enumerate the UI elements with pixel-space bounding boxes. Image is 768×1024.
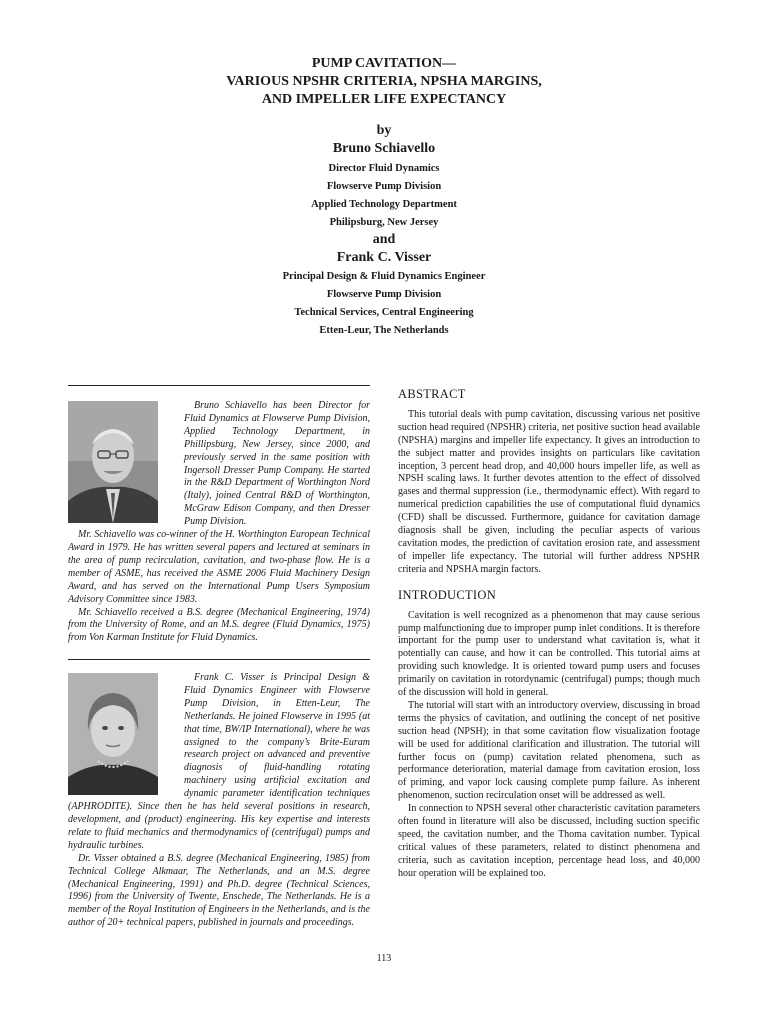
author-1-bio <box>68 400 370 645</box>
and-label: and <box>372 232 396 247</box>
title-line-2: VARIOUS NPSHR CRITERIA, NPSHA MARGINS, <box>226 74 542 89</box>
introduction-paragraph-2: The tutorial will start with an introductory overview, discussing in broad terms the physics of cavitation, and outlining the concept of net positive suction head (NPSH); in that some cavitation flow visualization footage will be used for additional clarification and illustration. The tutorial will further focus on (pump) cavitation related phenomena, such as performance deterioration, material damage from cavitation erosion, loss of priming, and vapor lock causing complete pump failure. As inherent phenomenon, suction recirculation onset will be addressed as well. <box>398 699 700 802</box>
author-2-affiliation-3: Technical Services, Central Engineering <box>294 307 474 318</box>
paper-title <box>0 55 768 109</box>
by-label: by <box>376 123 392 138</box>
introduction-paragraph-3: In connection to NPSH several other characteristic cavitation parameters often found in literature will also be discussed, including suction specific speed, the cavitation number, and the Thoma cavitation number. Typical critical values of these parameters, related to distinct phenomena and criteria, such as cavitation inception, percentage head loss, and 40,000 hour operation will be explained too. <box>398 803 700 879</box>
introduction-paragraph-1: Cavitation is well recognized as a phenomenon that may cause serious pump malfunctioning due to improper pump inlet conditions. It is therefore important for the pump user to understand what cavitation is, what it potentially can cause, and how it can be controlled. This tutorial aims at providing such knowledge. It is oriented toward pump users and focuses primarily on cavitation in rotordynamic (centrifugal) pumps; though much of the discussion will hold in general. <box>398 609 700 699</box>
title-line-1: PUMP CAVITATION— <box>311 56 457 71</box>
photo-1-spacer <box>68 400 184 526</box>
author-1-affiliation-2: Flowserve Pump Division <box>326 181 442 192</box>
bio-2-paragraph-1: Frank C. Visser is Principal Design & Fluid Dynamics Engineer with Flowserve Pump Division, in Etten-Leur, The Netherlands. He joined Flowserve in 1995 (at that time, BW/IP International), where he was assigned to the company’s Brite-Euram research project on advanced and preventive diagnosis of fluid-handling rotating machinery using artificial excitation and dynamic parameter identification techniques (APHRODITE). Since then he has held several positions in research, development, and (product) engineering. His key expertise and interests relate to fluid mechanics and thermodynamics of (centrifugal) pumps and hydraulic turbines. <box>68 672 370 851</box>
introduction-heading: INTRODUCTION <box>398 587 497 602</box>
author-2-affiliation-1: Principal Design & Fluid Dynamics Engineer <box>282 271 486 282</box>
bio-1-paragraph-3: Mr. Schiavello received a B.S. degree (Mechanical Engineering, 1974) from the University of Rome, and an M.S. degree (Fluid Dynamics, 1975) from Von Karman Institute for Fluid Dynamics. <box>68 606 370 644</box>
bio-1-paragraph-1: Bruno Schiavello has been Director for Fluid Dynamics at Flowserve Pump Division, Applied Technology Department, in Phillipsburg, New Jersey, since 2000, and previously served in the same position with Ingersoll Dresser Pump Company. He started in the R&D Department of Worthington Nord (Italy), joined Central R&D of Worthington, McGraw Edison Company, and then Dresser Pump Division. <box>184 400 370 528</box>
title-line-3: AND IMPELLER LIFE EXPECTANCY <box>261 92 507 107</box>
author-1-affiliation-3: Applied Technology Department <box>311 199 457 210</box>
author-1-affiliation-4: Philipsburg, New Jersey <box>329 217 439 228</box>
abstract-text: This tutorial deals with pump cavitation, discussing various net positive suction head required (NPSHR) criteria, net positive suction head available (NPSHA) margins and impeller life expectancy. It gives an introduction to the subject matter and provides insights on particulars like cavitation inception, 3 percent head drop, and 40,000 hours impeller life, as well as NPSH scaling laws. It further devotes attention to the effect of dissolved gases and thermal suppression (i.e., thermodynamic effect). With regard to numerical prediction capabilities the use of computational fluid dynamics (CFD) shall be discussed. Furthermore, guidance for cavitation damage diagnosis shall be given, including the peculiar aspects of various cavitation modes, the prediction of cavitation erosion rate, and assessment of impeller life expectancy. The tutorial will further address NPSHR criteria and NPSHA margin factors. <box>398 408 700 575</box>
author-1-affiliation-1: Director Fluid Dynamics <box>328 163 440 174</box>
bio-2-paragraph-2: Dr. Visser obtained a B.S. degree (Mechanical Engineering, 1985) from Technical College Alkmaar, The Netherlands, and an M.S. degree (Mechanical Engineering, 1991) and Ph.D. degree (Technical Sciences, 1996) from the University of Twente, Enschede, The Netherlands. He is a member of the Royal Institution of Engineers in the Netherlands, and is the author of 20+ technical papers, published in journals and proceedings. <box>68 852 370 929</box>
author-2-name: Frank C. Visser <box>336 250 432 265</box>
page-number: 113 <box>376 953 392 964</box>
bio-1-rule <box>68 385 370 386</box>
bio-1-paragraph-2: Mr. Schiavello was co-winner of the H. Worthington European Technical Award in 1979. He has written several papers and lectured at seminars in the area of pump recirculation, cavitation, and two-phase flow. He is a member of ASME, has received the ASME 2006 Fluid Machinery Design Award, and has served on the International Pump Users Symposium Advisory Committee since 1983. <box>68 529 370 605</box>
author-2-affiliation-4: Etten-Leur, The Netherlands <box>319 325 449 336</box>
bio-2-rule <box>68 659 370 660</box>
right-column <box>398 382 700 881</box>
abstract-heading: ABSTRACT <box>398 387 466 401</box>
photo-2-spacer <box>68 672 184 798</box>
author-2-affiliation-2: Flowserve Pump Division <box>326 289 442 300</box>
author-1-name: Bruno Schiavello <box>332 141 436 156</box>
author-2-bio <box>68 672 370 930</box>
